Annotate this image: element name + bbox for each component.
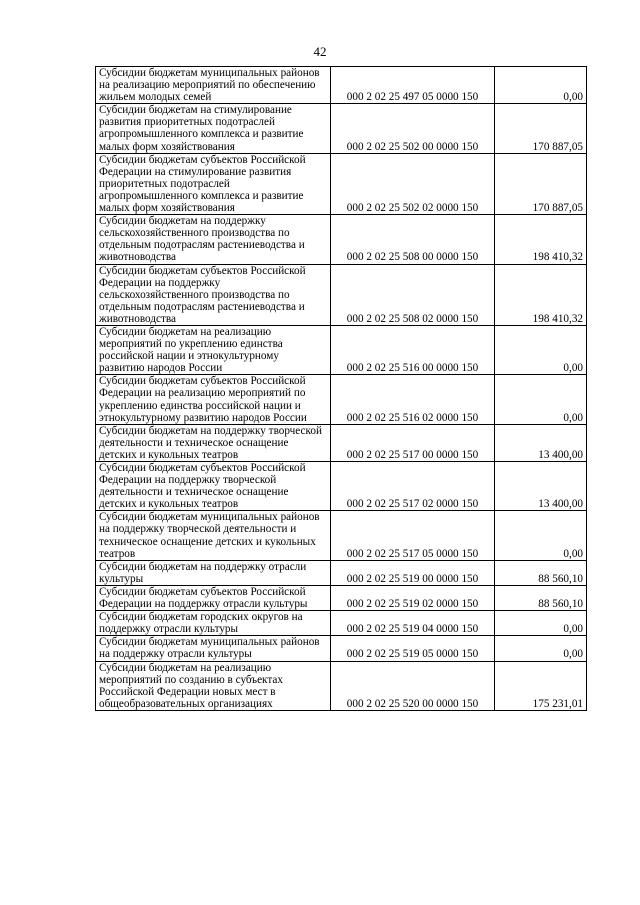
subsidy-name-cell: Субсидии бюджетам муниципальных районов на поддержку отрасли культуры	[96, 636, 331, 661]
subsidy-name-cell: Субсидии бюджетам муниципальных районов на поддержку творческой деятельности и техническое оснащение детских и кукольных театров	[96, 511, 331, 560]
table-row	[96, 424, 587, 461]
amount-cell: 88 560,10	[495, 560, 587, 585]
table-row	[96, 264, 587, 325]
subsidy-name-cell: Субсидии бюджетам муниципальных районов на реализацию мероприятий по обеспечению жильем молодых семей	[96, 67, 331, 104]
budget-subsidies-table	[95, 66, 587, 711]
budget-code-cell: 000 2 02 25 502 00 0000 150	[331, 104, 495, 153]
amount-cell: 170 887,05	[495, 153, 587, 214]
subsidy-name-cell: Субсидии бюджетам субъектов Российской Федерации на стимулирование развития приоритетных подотраслей агропромышленного комплекса и развитие малых форм хозяйствования	[96, 153, 331, 214]
table-row	[96, 462, 587, 511]
budget-code-cell: 000 2 02 25 517 02 0000 150	[331, 462, 495, 511]
subsidy-name-cell: Субсидии бюджетам субъектов Российской Федерации на реализацию мероприятий по укреплению единства российской нации и этнокультурному развитию народов России	[96, 375, 331, 424]
amount-cell: 0,00	[495, 67, 587, 104]
budget-code-cell: 000 2 02 25 497 05 0000 150	[331, 67, 495, 104]
table-row	[96, 585, 587, 610]
amount-cell: 88 560,10	[495, 585, 587, 610]
budget-code-cell: 000 2 02 25 502 02 0000 150	[331, 153, 495, 214]
table-row	[96, 611, 587, 636]
budget-code-cell: 000 2 02 25 520 00 0000 150	[331, 661, 495, 710]
amount-cell: 0,00	[495, 511, 587, 560]
amount-cell: 170 887,05	[495, 104, 587, 153]
amount-cell: 198 410,32	[495, 215, 587, 264]
table-row	[96, 560, 587, 585]
amount-cell: 13 400,00	[495, 462, 587, 511]
amount-cell: 0,00	[495, 636, 587, 661]
table-row	[96, 636, 587, 661]
budget-code-cell: 000 2 02 25 508 02 0000 150	[331, 264, 495, 325]
subsidy-name-cell: Субсидии бюджетам городских округов на поддержку отрасли культуры	[96, 611, 331, 636]
table-row	[96, 325, 587, 374]
budget-code-cell: 000 2 02 25 517 00 0000 150	[331, 424, 495, 461]
table-row	[96, 104, 587, 153]
budget-code-cell: 000 2 02 25 516 02 0000 150	[331, 375, 495, 424]
page-number: 42	[313, 44, 327, 59]
subsidy-name-cell: Субсидии бюджетам субъектов Российской Федерации на поддержку отрасли культуры	[96, 585, 331, 610]
subsidy-name-cell: Субсидии бюджетам на стимулирование развития приоритетных подотраслей агропромышленного комплекса и развитие малых форм хозяйствования	[96, 104, 331, 153]
amount-cell: 175 231,01	[495, 661, 587, 710]
table-row	[96, 375, 587, 424]
amount-cell: 0,00	[495, 611, 587, 636]
budget-code-cell: 000 2 02 25 508 00 0000 150	[331, 215, 495, 264]
amount-cell: 13 400,00	[495, 424, 587, 461]
budget-code-cell: 000 2 02 25 517 05 0000 150	[331, 511, 495, 560]
subsidy-name-cell: Субсидии бюджетам субъектов Российской Федерации на поддержку сельскохозяйственного производства по отдельным подотраслям растениеводства и животноводства	[96, 264, 331, 325]
budget-code-cell: 000 2 02 25 519 05 0000 150	[331, 636, 495, 661]
subsidy-name-cell: Субсидии бюджетам субъектов Российской Федерации на поддержку творческой деятельности и техническое оснащение детских и кукольных театров	[96, 462, 331, 511]
table-row	[96, 661, 587, 710]
subsidy-name-cell: Субсидии бюджетам на реализацию мероприятий по укреплению единства российской нации и этнокультурному развитию народов России	[96, 325, 331, 374]
table-row	[96, 215, 587, 264]
budget-code-cell: 000 2 02 25 519 00 0000 150	[331, 560, 495, 585]
table-row	[96, 153, 587, 214]
subsidy-name-cell: Субсидии бюджетам на поддержку отрасли культуры	[96, 560, 331, 585]
amount-cell: 198 410,32	[495, 264, 587, 325]
table-row	[96, 67, 587, 104]
budget-code-cell: 000 2 02 25 516 00 0000 150	[331, 325, 495, 374]
table-row	[96, 511, 587, 560]
amount-cell: 0,00	[495, 325, 587, 374]
amount-cell: 0,00	[495, 375, 587, 424]
subsidy-name-cell: Субсидии бюджетам на поддержку творческой деятельности и техническое оснащение детских и кукольных театров	[96, 424, 331, 461]
subsidy-name-cell: Субсидии бюджетам на реализацию мероприятий по созданию в субъектах Российской Федерации новых мест в общеобразовательных организациях	[96, 661, 331, 710]
budget-code-cell: 000 2 02 25 519 02 0000 150	[331, 585, 495, 610]
subsidy-name-cell: Субсидии бюджетам на поддержку сельскохозяйственного производства по отдельным подотраслям растениеводства и животноводства	[96, 215, 331, 264]
budget-code-cell: 000 2 02 25 519 04 0000 150	[331, 611, 495, 636]
